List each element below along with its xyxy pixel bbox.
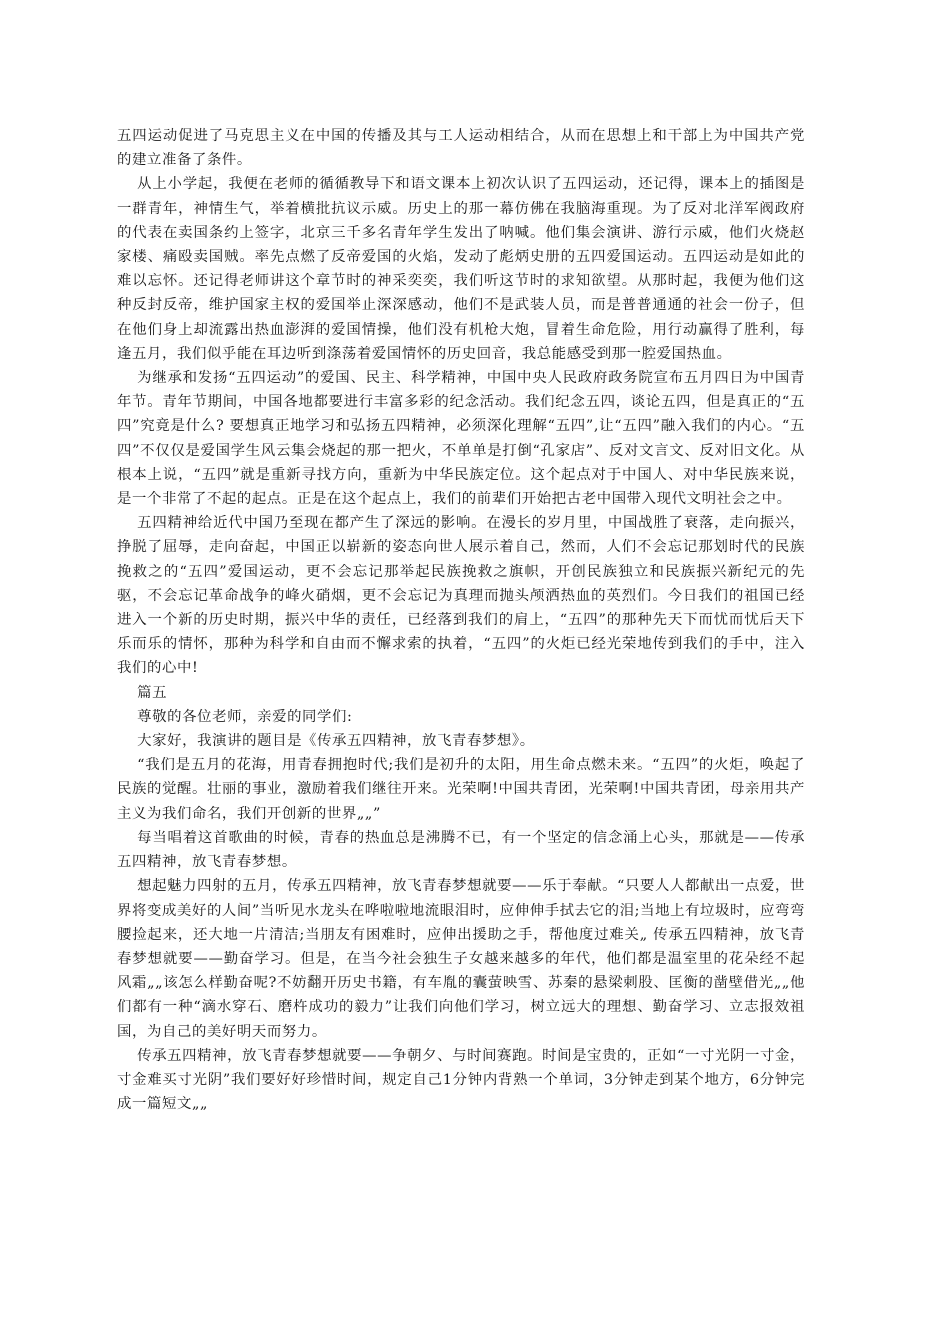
paragraph-10: 想起魅力四射的五月，传承五四精神，放飞青春梦想就要——乐于奉献。“只要人人都献出一点爱，世界将变成美好的人间”当听见水龙头在哗啦啦地流眼泪时，应伸伸手拭去它的泪;当地上有垃圾时，应弯弯腰捡起来，还大地一片清洁;当朋友有困难时，应伸出援助之手，帮他度过难关„ 传承五四精神，放飞青春梦想就要——勤奋学习。但是，在当今社会独生子女越来越多的年代，他们都是温室里的花朵经不起风霜„„该怎么样勤奋呢?不妨翻开历史书籍，有车胤的囊萤映雪、苏秦的悬梁刺股、匡衡的凿壁借光„„他们都有一种“滴水穿石、磨杵成功的毅力”让我们向他们学习，树立远大的理想、勤奋学习、立志报效祖国，为自己的美好明天而努力。	[117, 878, 805, 1040]
paragraph-11: 传承五四精神，放飞青春梦想就要——争朝夕、与时间赛跑。时间是宝贵的，正如“一寸光阴一寸金，寸金难买寸光阴”我们要好好珍惜时间，规定自己1分钟内背熟一个单词，3分钟走到某个地方，6分钟完成一篇短文„„	[117, 1047, 805, 1113]
document-body	[117, 124, 805, 1116]
paragraph-4: 五四精神给近代中国乃至现在都产生了深远的影响。在漫长的岁月里，中国战胜了衰落，走向振兴，挣脱了屈辱，走向奋起，中国正以崭新的姿态向世人展示着自己，然而，人们不会忘记那划时代的民族挽救之的“五四”爱国运动，更不会忘记那举起民族挽救之旗帜，开创民族独立和民族振兴新纪元的先驱，不会忘记革命战争的峰火硝烟，更不会忘记为真理而抛头颅洒热血的英烈们。今日我们的祖国已经进入一个新的历史时期，振兴中华的责任，已经落到我们的肩上，“五四”的那种先天下而忧而忧后天下乐而乐的情怀，那种为科学和自由而不懈求索的执着，“五四”的火炬已经光荣地传到我们的手中，注入我们的心中!	[117, 515, 805, 677]
section-heading: 篇五	[137, 684, 168, 701]
song-quote-paragraph: “我们是五月的花海，用青春拥抱时代;我们是初升的太阳，用生命点燃未来。“五四”的火炬，唤起了民族的觉醒。壮丽的事业，激励着我们继往开来。光荣啊!中国共青团，光荣啊!中国共青团，母亲用共产主义为我们命名，我们开创新的世界„„”	[117, 757, 805, 822]
paragraph-1: 五四运动促进了马克思主义在中国的传播及其与工人运动相结合，从而在思想上和干部上为中国共产党的建立准备了条件。	[117, 128, 805, 169]
paragraph-3: 为继承和发扬“五四运动”的爱国、民主、科学精神，中国中央人民政府政务院宣布五月四日为中国青年节。青年节期间，中国各地都要进行丰富多彩的纪念活动。我们纪念五四，谈论五四，但是真正的“五四”究竟是什么? 要想真正地学习和弘扬五四精神，必须深化理解“五四”,让“五四”融入我们的内心。“五四”不仅仅是爱国学生风云集会烧起的那一把火，不单单是打倒“孔家店”、反对文言文、反对旧文化。从根本上说，“五四”就是重新寻找方向，重新为中华民族定位。这个起点对于中国人、对中华民族来说，是一个非常了不起的起点。正是在这个起点上，我们的前辈们开始把古老中国带入现代文明社会之中。	[117, 370, 805, 508]
salutation: 尊敬的各位老师，亲爱的同学们:	[137, 708, 353, 725]
paragraph-9: 每当唱着这首歌曲的时候，青春的热血总是沸腾不已，有一个坚定的信念涌上心头，那就是——传承五四精神，放飞青春梦想。	[117, 829, 805, 871]
paragraph-2: 从上小学起，我便在老师的循循教导下和语文课本上初次认识了五四运动，还记得，课本上的插图是一群青年，神情生气，举着横批抗议示威。历史上的那一幕仿佛在我脑海重现。为了反对北洋军阀政府的代表在卖国条约上签字，北京三千多名青年学生发出了呐喊。他们集会演讲、游行示威，他们火烧赵家楼、痛殴卖国贼。率先点燃了反帝爱国的火焰，发动了彪炳史册的五四爱国运动。五四运动是如此的难以忘怀。还记得老师讲这个章节时的神采奕奕，我们听这节时的求知欲望。从那时起，我便为他们这种反封反帝，维护国家主权的爱国举止深深感动，他们不是武装人员，而是普普通通的社会一份子，但在他们身上却流露出热血澎湃的爱国情操，他们没有机枪大炮，冒着生命危险，用行动赢得了胜利，每逢五月，我们似乎能在耳边听到涤荡着爱国情怀的历史回音，我总能感受到那一腔爱国热血。	[117, 176, 805, 362]
speech-title-line: 大家好，我演讲的题目是《传承五四精神，放飞青春梦想》。	[137, 733, 535, 750]
